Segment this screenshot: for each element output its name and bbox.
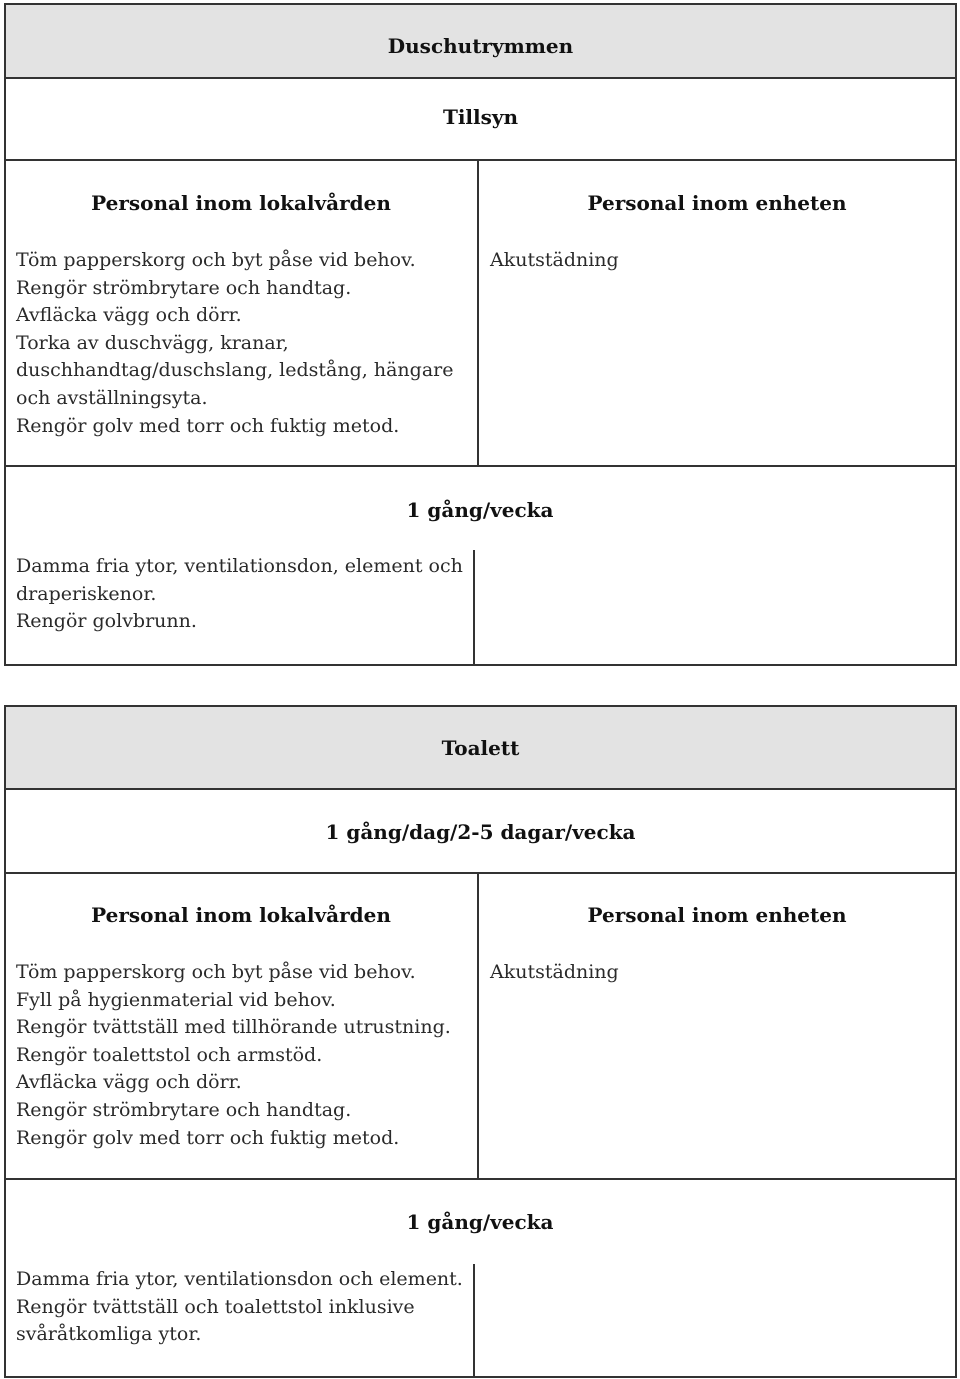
weekly-frequency-title: 1 gång/vecka	[406, 1210, 554, 1234]
task-item: Töm papperskorg och byt påse vid behov.	[16, 249, 416, 271]
divider	[4, 159, 957, 161]
task-item: Damma fria ytor, ventilationsdon, element och	[16, 555, 463, 577]
task-item: Rengör golv med torr och fuktig metod.	[16, 414, 400, 437]
column-header-lokalvarden: Personal inom lokalvården	[91, 191, 391, 215]
task-item: Damma fria ytor, ventilationsdon och element.	[16, 1268, 463, 1290]
task-list-lokalvarden	[16, 247, 453, 440]
task-item: Akutstädning	[490, 249, 619, 271]
task-item: Rengör strömbrytare och handtag.	[16, 276, 352, 299]
task-item: svåråtkomliga ytor.	[16, 1323, 202, 1346]
task-item: Rengör tvättställ och toalettstol inklusive	[16, 1295, 415, 1318]
task-list-enheten	[490, 247, 619, 275]
divider	[4, 1178, 957, 1180]
task-item: Rengör golv med torr och fuktig metod.	[16, 1126, 400, 1149]
weekly-task-list	[16, 553, 463, 636]
task-item: draperiskenor.	[16, 582, 157, 605]
task-item: Avfläcka vägg och dörr.	[16, 304, 242, 327]
task-item: Akutstädning	[490, 961, 619, 983]
column-header-lokalvarden: Personal inom lokalvården	[91, 903, 391, 927]
column-header-enheten: Personal inom enheten	[587, 903, 847, 927]
task-item: Torka av duschvägg, kranar,	[16, 331, 289, 354]
task-item: Rengör toalettstol och armstöd.	[16, 1043, 323, 1066]
divider	[473, 1264, 475, 1378]
column-header-enheten: Personal inom enheten	[587, 191, 847, 215]
duschutrymmen-header	[4, 3, 957, 79]
task-item: Avfläcka vägg och dörr.	[16, 1071, 242, 1094]
task-list-enheten	[490, 959, 619, 987]
toalett-subtitle: 1 gång/dag/2-5 dagar/vecka	[325, 820, 636, 844]
duschutrymmen-title: Duschutrymmen	[387, 34, 574, 58]
weekly-frequency-title: 1 gång/vecka	[406, 498, 554, 522]
divider	[4, 465, 957, 467]
toalett-title: Toalett	[441, 736, 520, 760]
toalett-header	[4, 705, 957, 790]
duschutrymmen-subtitle: Tillsyn	[442, 105, 519, 129]
divider	[473, 550, 475, 665]
task-item: Fyll på hygienmaterial vid behov.	[16, 988, 336, 1011]
task-item: duschhandtag/duschslang, ledstång, hängare	[16, 359, 454, 382]
task-item: och avställningsyta.	[16, 386, 208, 409]
divider	[4, 872, 957, 874]
task-item: Rengör strömbrytare och handtag.	[16, 1098, 352, 1121]
task-item: Rengör tvättställ med tillhörande utrustning.	[16, 1016, 451, 1039]
task-item: Töm papperskorg och byt påse vid behov.	[16, 961, 416, 983]
task-list-lokalvarden	[16, 959, 451, 1152]
task-item: Rengör golvbrunn.	[16, 610, 197, 633]
weekly-task-list	[16, 1266, 463, 1349]
